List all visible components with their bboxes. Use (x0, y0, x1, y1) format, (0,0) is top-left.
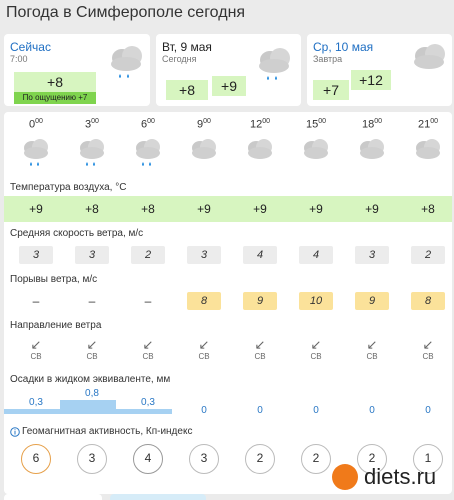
wind-direction (352, 338, 392, 361)
hour-value: 15 (305, 118, 319, 131)
hour-minutes: 00 (91, 118, 99, 125)
temp-value: +9 (197, 202, 211, 216)
gust-empty: – (144, 294, 152, 308)
temp-value: +9 (253, 202, 267, 216)
arrow-down-left-icon: ↙ (254, 337, 266, 352)
bottom-tab-1[interactable] (4, 494, 102, 500)
geo-index-circle: 2 (301, 444, 331, 474)
apple-icon (332, 464, 358, 490)
hour-value: 3 (85, 118, 92, 131)
cloud-rain-icon (21, 136, 51, 170)
temp-value: +9 (29, 202, 43, 216)
arrow-down-left-icon: ↙ (422, 337, 434, 352)
wind-direction-label: СВ (142, 352, 154, 361)
precip-bar (116, 409, 172, 414)
temp-value: +8 (141, 202, 155, 216)
today-forecast-card[interactable] (156, 34, 301, 106)
precip-value: 0 (201, 405, 207, 416)
wind-direction (240, 338, 280, 361)
wind-speed-chip: 2 (131, 246, 165, 264)
page-title: Погода в Симферополе сегодня (6, 4, 246, 21)
dir-title: Направление ветра (10, 320, 102, 331)
wind-speed-chip: 3 (75, 246, 109, 264)
hour-minutes: 00 (262, 118, 271, 125)
temp-value: +9 (309, 202, 323, 216)
bottom-tab-2[interactable] (110, 494, 206, 500)
wind-speed-chip: 3 (187, 246, 221, 264)
hour-label (296, 118, 336, 131)
now-feels: По ощущению +7 (14, 92, 96, 104)
arrow-down-left-icon: ↙ (86, 337, 98, 352)
hour-label (72, 118, 112, 131)
precip-value: 0 (313, 405, 319, 416)
cloud-icon (245, 136, 275, 170)
wind-title: Средняя скорость ветра, м/с (10, 228, 144, 239)
wind-direction-label: СВ (366, 352, 378, 361)
hour-minutes: 00 (374, 118, 383, 125)
precip-value: 0 (425, 405, 431, 416)
hour-minutes: 00 (430, 118, 439, 125)
wind-direction (296, 338, 336, 361)
wind-direction-label: СВ (310, 352, 322, 361)
arrow-down-left-icon: ↙ (366, 337, 378, 352)
gust-empty: – (32, 294, 40, 308)
wind-speed-chip: 3 (355, 246, 389, 264)
site-logo[interactable] (330, 462, 450, 496)
wind-speed-chip: 2 (411, 246, 445, 264)
gust-chip: 9 (243, 292, 277, 310)
wind-direction-label: СВ (30, 352, 42, 361)
arrow-down-left-icon: ↙ (310, 337, 322, 352)
cloud-rain-icon (108, 42, 144, 82)
precip-value: 0,3 (29, 397, 43, 408)
gust-chip: 8 (187, 292, 221, 310)
hour-value: 9 (197, 118, 204, 131)
temp-value: +8 (421, 202, 435, 216)
wind-direction-label: СВ (86, 352, 98, 361)
cloud-icon (357, 136, 387, 170)
hours-row (4, 118, 452, 134)
logo-text: diets.ru (364, 464, 437, 489)
geo-index-circle: 1 (413, 444, 443, 474)
wind-speed-chip: 4 (243, 246, 277, 264)
hour-value: 0 (29, 118, 36, 131)
now-label: Сейчас (10, 40, 51, 54)
wind-direction-label: СВ (198, 352, 210, 361)
cloud-rain-icon (77, 136, 107, 170)
prec-title: Осадки в жидком эквиваленте, мм (10, 374, 171, 385)
hour-label (408, 118, 448, 131)
tomorrow-forecast-card[interactable] (307, 34, 452, 106)
hour-label (352, 118, 392, 131)
now-temp: +8 (14, 72, 96, 92)
info-icon[interactable] (10, 427, 20, 437)
precip-value: 0 (369, 405, 375, 416)
precip-value: 0,3 (141, 397, 155, 408)
hour-label (184, 118, 224, 131)
wind-direction (128, 338, 168, 361)
cloud-icon (411, 42, 447, 72)
hour-minutes: 00 (35, 118, 43, 125)
day1-sub: Сегодня (162, 54, 197, 64)
wind-direction-label: СВ (254, 352, 266, 361)
now-time: 7:00 (10, 54, 28, 64)
arrow-down-left-icon: ↙ (198, 337, 210, 352)
day2-high: +12 (351, 70, 391, 90)
day1-high: +9 (212, 76, 246, 96)
precip-value: 0,8 (85, 388, 99, 399)
temp-row (4, 196, 452, 222)
arrow-down-left-icon: ↙ (142, 337, 154, 352)
day2-label: Ср, 10 мая (313, 40, 374, 54)
wind-speed-chip: 3 (19, 246, 53, 264)
geo-index-circle: 2 (357, 444, 387, 474)
precip-bar (60, 400, 116, 414)
day2-low: +7 (313, 80, 349, 100)
gust-chip: 9 (355, 292, 389, 310)
wind-direction (72, 338, 112, 361)
wind-direction-label: СВ (422, 352, 434, 361)
hour-label (240, 118, 280, 131)
cloud-rain-icon (133, 136, 163, 170)
hour-value: 12 (249, 118, 263, 131)
geo-title: Геомагнитная активность, Кп-индекс (22, 426, 193, 437)
geo-index-circle: 3 (189, 444, 219, 474)
cloud-icon (301, 136, 331, 170)
now-temp-block (14, 72, 96, 104)
hour-value: 18 (361, 118, 375, 131)
hour-minutes: 00 (318, 118, 327, 125)
hour-value: 6 (141, 118, 148, 131)
hour-icons-row (4, 134, 452, 174)
gust-chip: 8 (411, 292, 445, 310)
geo-index-circle: 6 (21, 444, 51, 474)
cloud-icon (413, 136, 443, 170)
geo-index-circle: 2 (245, 444, 275, 474)
hour-label (16, 118, 56, 131)
day2-sub: Завтра (313, 54, 343, 64)
geo-index-circle: 4 (133, 444, 163, 474)
temp-title: Температура воздуха, °С (10, 182, 127, 193)
temp-value: +8 (85, 202, 99, 216)
wind-direction (16, 338, 56, 361)
precip-value: 0 (257, 405, 263, 416)
wind-speed-chip: 4 (299, 246, 333, 264)
precip-bar (4, 409, 60, 414)
hour-label (128, 118, 168, 131)
wind-direction (408, 338, 448, 361)
gust-title: Порывы ветра, м/с (10, 274, 98, 285)
temp-value: +9 (365, 202, 379, 216)
hour-value: 21 (417, 118, 431, 131)
wind-direction (184, 338, 224, 361)
current-weather-card[interactable] (4, 34, 150, 106)
cloud-icon (189, 136, 219, 170)
day1-label: Вт, 9 мая (162, 40, 212, 54)
day1-low: +8 (166, 80, 208, 100)
arrow-down-left-icon: ↙ (30, 337, 42, 352)
gust-chip: 10 (299, 292, 333, 310)
hour-minutes: 00 (203, 118, 211, 125)
hour-minutes: 00 (147, 118, 155, 125)
geo-index-circle: 3 (77, 444, 107, 474)
gust-empty: – (88, 294, 96, 308)
hourly-forecast-card (4, 112, 452, 494)
cloud-rain-icon (256, 44, 292, 84)
